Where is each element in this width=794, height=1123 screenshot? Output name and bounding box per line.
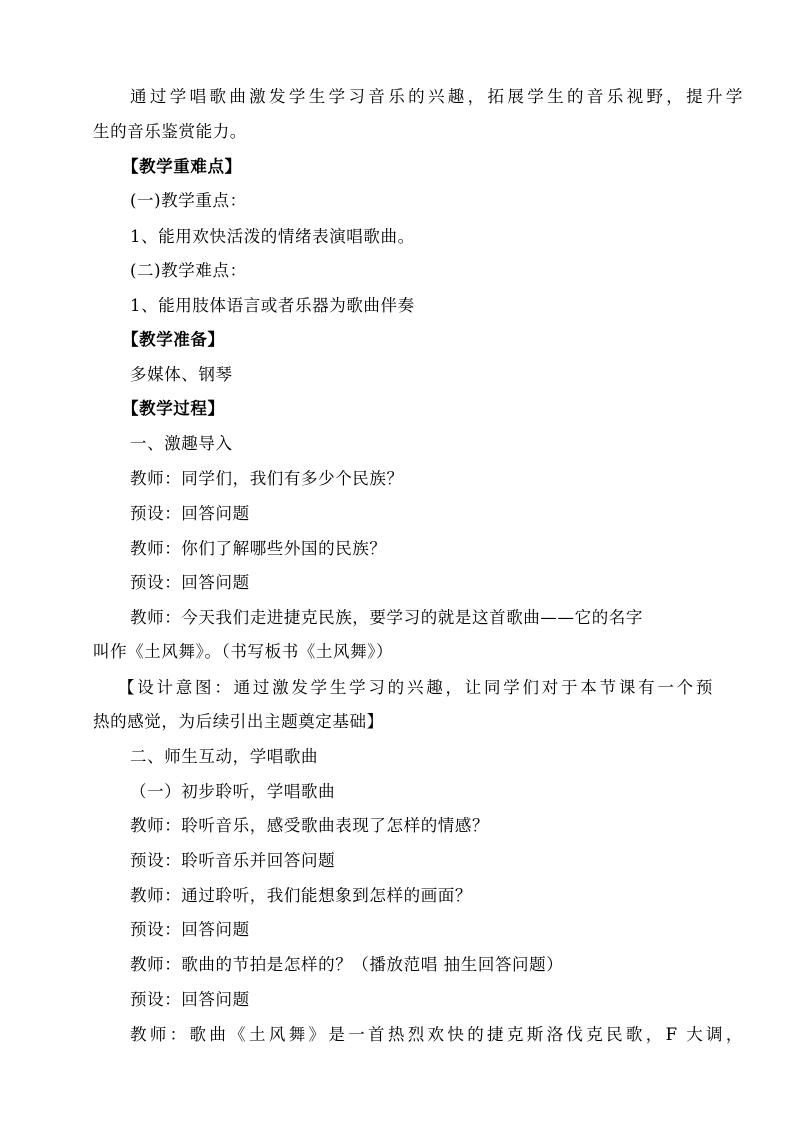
dialogue-line: 预设：回答问题 [130,920,250,939]
dialogue-line: 教师：歌曲《土风舞》是一首热烈欢快的捷克斯洛伐克民歌，F 大调， [130,1025,743,1044]
paragraph-line-1: 通过学唱歌曲激发学生学习音乐的兴趣，拓展学生的音乐视野，提升学 [130,87,743,106]
section-heading-process: 【教学过程】 [122,399,225,418]
dialogue-line: 预设：聆听音乐并回答问题 [130,851,336,870]
process-step-1-title: 一、激趣导入 [130,434,233,453]
dialogue-line-continued: 叫作《土风舞》。（书写板书《土风舞》） [93,642,394,661]
subheading-difficult-point: (二)教学难点： [130,261,247,280]
dialogue-line: 教师：你们了解哪些外国的民族？ [130,539,387,558]
subheading-key-point: (一)教学重点： [130,191,247,210]
dialogue-line: 预设：回答问题 [130,504,250,523]
dialogue-line: 预设：回答问题 [130,573,250,592]
design-intent-line-1: 【设计意图：通过激发学生学习的兴趣，让同学们对于本节课有一个预 [118,678,713,697]
dialogue-line: 教师：同学们，我们有多少个民族？ [130,469,404,488]
preparation-items: 多媒体、钢琴 [130,365,233,384]
dialogue-line: 教师：聆听音乐，感受歌曲表现了怎样的情感？ [130,816,490,835]
key-point-item: 1、能用欢快活泼的情绪表演唱歌曲。 [130,227,415,246]
dialogue-line: 教师：今天我们走进捷克民族，要学习的就是这首歌曲——它的名字 [130,608,643,627]
difficult-point-item: 1、能用肢体语言或者乐器为歌曲伴奏 [130,296,415,315]
design-intent-line-2: 热的感觉，为后续引出主题奠定基础】 [93,712,384,731]
process-substep-title: （一）初步聆听，学唱歌曲 [130,782,336,801]
process-step-2-title: 二、师生互动，学唱歌曲 [130,747,319,766]
dialogue-line: 教师：通过聆听，我们能想象到怎样的画面？ [130,886,472,905]
section-heading-key-points: 【教学重难点】 [122,157,242,176]
dialogue-line: 预设：回答问题 [130,990,250,1009]
dialogue-line: 教师：歌曲的节拍是怎样的？（播放范唱 抽生回答问题） [130,955,564,974]
section-heading-preparation: 【教学准备】 [122,330,225,349]
paragraph-line-2: 生的音乐鉴赏能力。 [93,122,247,141]
